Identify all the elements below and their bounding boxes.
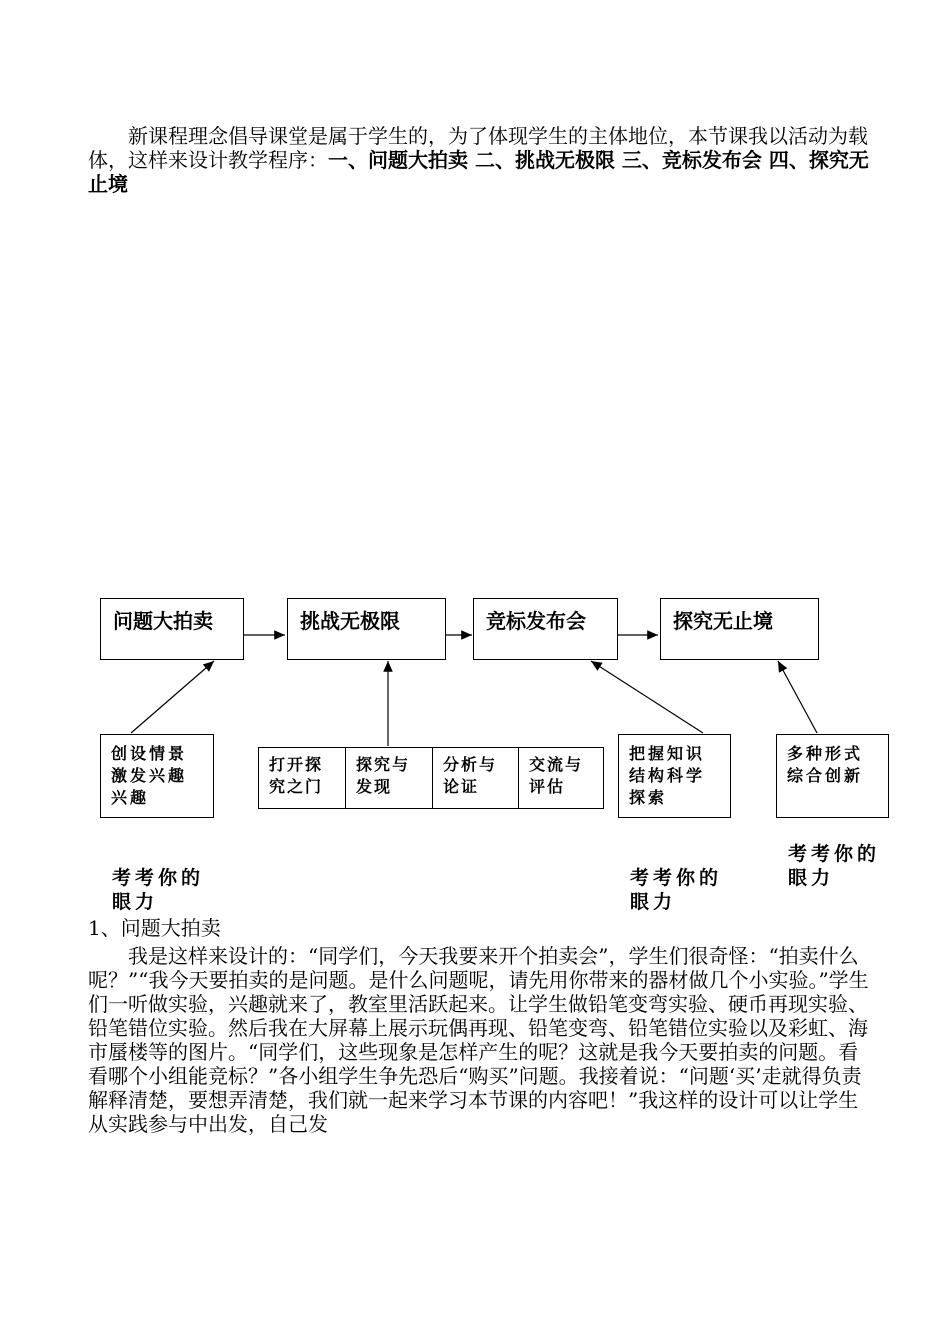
intro-steps: 一、问题大拍卖 二、挑战无极限 三、竞标发布会 四、探究无止境	[88, 148, 869, 196]
flow-step-1	[100, 598, 244, 660]
note-3: 考考你的眼力	[788, 843, 881, 889]
sub-box-3	[618, 734, 731, 818]
sub-box-2	[258, 747, 604, 809]
flow-step-2-label: 挑战无极限	[300, 609, 400, 633]
sub-box-4	[776, 734, 889, 818]
sub-cell-1	[259, 748, 345, 808]
sub-cell-2-label: 探究与发现	[356, 755, 411, 796]
sub-box-3-label: 把握知识结构科学探索	[629, 744, 706, 807]
sub-cell-3-label: 分析与论证	[443, 755, 498, 796]
section-body: 我是这样来设计的：“同学们，今天我要来开个拍卖会”，学生们很奇怪：“拍卖什么呢？”“我今天要拍卖的是问题。是什么问题呢，请先用你带来的器材做几个小实验。”学生们一听做实验，兴趣就来了，教室里活跃起来。让学生做铅笔变弯实验、硬币再现实验、铅笔错位实验。然后我在大屏幕上展示玩偶再现、铅笔变弯、铅笔错位实验以及彩虹、海市蜃楼等的图片。“同学们，这些现象是怎样产生的呢？这就是我今天要拍卖的问题。看看哪个小组能竞标？”各小组学生争先恐后“购买”问题。我接着说：“问题‘买’走就得负责解释清楚，要想弄清楚，我们就一起来学习本节课的内容吧！”我这样的设计可以让学生从实践参与中出发，自己发	[88, 944, 869, 1136]
sub-box-1-label: 创设情景激发兴趣兴趣	[111, 744, 188, 807]
sub-box-1	[100, 734, 214, 818]
flow-step-1-label: 问题大拍卖	[113, 609, 213, 633]
sub-cell-1-label: 打开探究之门	[269, 755, 324, 796]
sub-cell-4	[518, 748, 604, 808]
flow-step-4	[660, 598, 819, 660]
note-2: 考考你的眼力	[630, 867, 723, 913]
flow-step-2	[287, 598, 446, 660]
intro-lead: 新课程理念倡导课堂是属于学生的，为了体现学生的主体地位，本节课我以活动为载体，这样来设计教学程序：	[88, 124, 868, 172]
flow-step-3	[473, 598, 618, 660]
flow-step-3-label: 竞标发布会	[486, 609, 586, 633]
sub-cell-2	[345, 748, 432, 808]
sub-box-4-label: 多种形式综合创新	[787, 744, 864, 785]
sub-cell-3	[432, 748, 518, 808]
sub-cell-4-label: 交流与评估	[529, 755, 584, 796]
note-1: 考考你的眼力	[112, 867, 205, 913]
section-heading: 1、问题大拍卖	[88, 916, 221, 940]
flow-step-4-label: 探究无止境	[673, 609, 773, 633]
